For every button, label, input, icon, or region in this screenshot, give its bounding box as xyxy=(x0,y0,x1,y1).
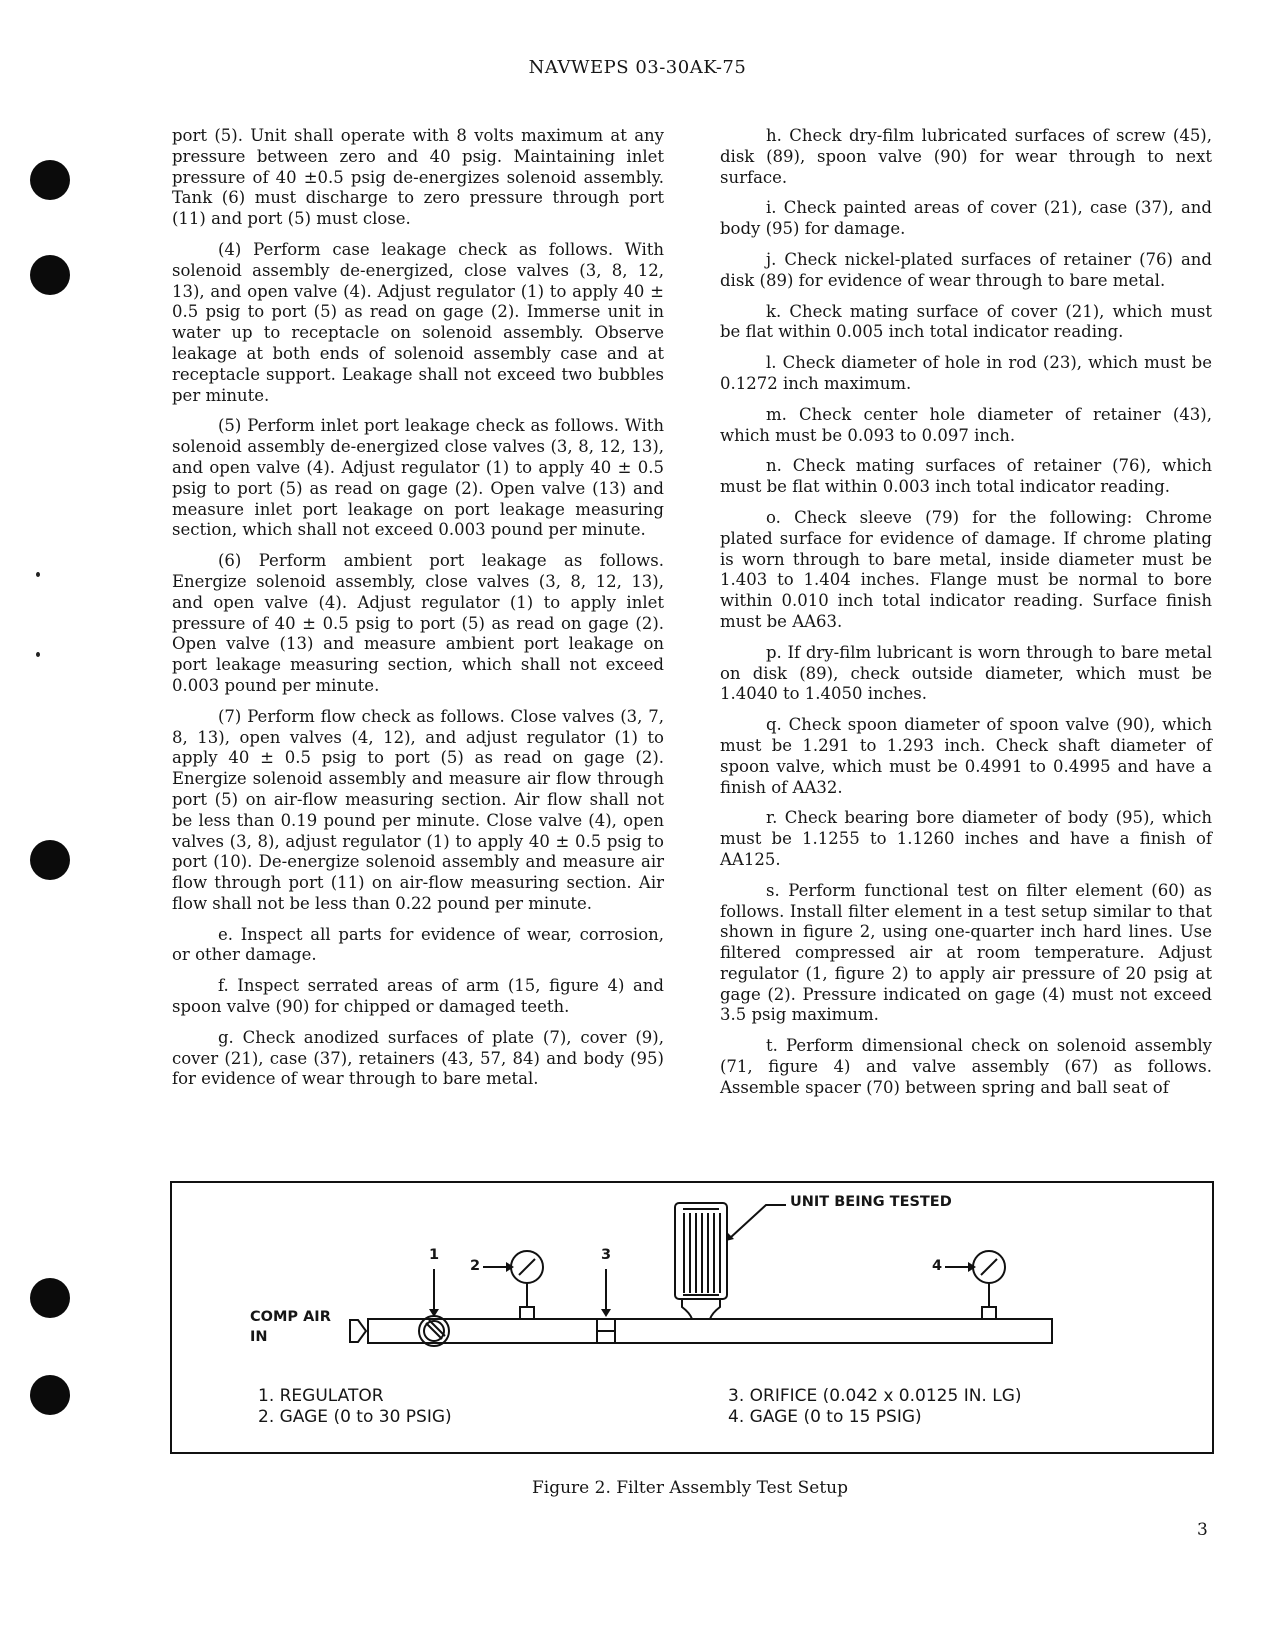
inlet-arrow xyxy=(350,1320,366,1342)
paragraph: t. Perform dimensional check on solenoid assembly (71, figure 4) and valve assembly (67) as follows. Assemble spacer (70) between spring and ball seat of xyxy=(720,1036,1212,1097)
gage-4-icon xyxy=(973,1251,1005,1319)
paragraph: o. Check sleeve (79) for the following: Chrome plated surface for evidence of damage. If chrome plating is worn through to bare metal, inside diameter must be 1.403 to 1.404 inches. Flange must be normal to bore within 0.010 inch total indicator reading. Surface finish must be AA63. xyxy=(720,507,1212,631)
right-text-column xyxy=(720,126,1212,1109)
callout-arrow-4 xyxy=(968,1262,976,1272)
paragraph: r. Check bearing bore diameter of body (95), which must be 1.1255 to 1.1260 inches and have a finish of AA125. xyxy=(720,808,1212,869)
document-number: NAVWEPS 03-30AK-75 xyxy=(528,57,747,78)
paragraph: h. Check dry-film lubricated surfaces of screw (45), disk (89), spoon valve (90) for wear through to next surface. xyxy=(720,126,1212,187)
paragraph: (4) Perform case leakage check as follows. With solenoid assembly de-energized, close valves (3, 8, 12, 13), and open valve (4). Adjust regulator (1) to apply 40 ± 0.5 psig to port (5) as read on gage (2). Immerse unit in water up to receptacle on solenoid assembly. Observe leakage at both ends of solenoid assembly case and at receptacle support. Leakage shall not exceed two bubbles per minute. xyxy=(172,239,664,405)
paragraph: n. Check mating surfaces of retainer (76), which must be flat within 0.003 inch total indicator reading. xyxy=(720,456,1212,497)
legend-item-3: 3. ORIFICE (0.042 x 0.0125 IN. LG) xyxy=(728,1386,1022,1406)
binder-hole-2 xyxy=(30,255,70,295)
paragraph: (5) Perform inlet port leakage check as follows. With solenoid assembly de-energized close valves (3, 8, 12, 13), and open valve (4). Adjust regulator (1) to apply 40 ± 0.5 psig to port (5) as read on gage (2). Open valve (13) and measure inlet port leakage on port leakage measuring section, which shall not exceed 0.003 pound per minute. xyxy=(172,416,664,540)
paragraph: i. Check painted areas of cover (21), case (37), and body (95) for damage. xyxy=(720,198,1212,239)
callout-arrow-2 xyxy=(506,1262,514,1272)
binder-hole-1 xyxy=(30,160,70,200)
paragraph: port (5). Unit shall operate with 8 volts maximum at any pressure between zero and 40 psig. Maintaining inlet pressure of 40 ±0.5 psig de-energizes solenoid assembly. Tank (6) must discharge to zero pressure through port (11) and port (5) must close. xyxy=(172,126,664,229)
label-unit-being-tested: UNIT BEING TESTED xyxy=(790,1194,952,1210)
paragraph: g. Check anodized surfaces of plate (7), cover (9), cover (21), case (37), retainers (43, 57, 84) and body (95) for evidence of wear through to bare metal. xyxy=(172,1027,664,1089)
paragraph: (6) Perform ambient port leakage as follows. Energize solenoid assembly, close valves (3, 8, 12, 13), and open valve (4). Adjust regulator (1) to apply inlet pressure of 40 ± 0.5 psig to port (5) as read on gage (2). Open valve (13) and measure ambient port leakage on port leakage measuring section, which shall not exceed 0.003 pound per minute. xyxy=(172,551,664,695)
label-inlet-in: IN xyxy=(250,1329,268,1345)
callout-number-4: 4 xyxy=(932,1258,943,1274)
legend-item-4: 4. GAGE (0 to 15 PSIG) xyxy=(728,1407,922,1427)
callout-arrow-3 xyxy=(601,1309,611,1317)
paragraph: m. Check center hole diameter of retainer (43), which must be 0.093 to 0.097 inch. xyxy=(720,404,1212,445)
callout-number-3: 3 xyxy=(601,1247,612,1263)
callout-line-unit xyxy=(730,1205,786,1238)
paragraph: j. Check nickel-plated surfaces of retainer (76) and disk (89) for evidence of wear through to bare metal. xyxy=(720,249,1212,290)
main-pipe xyxy=(368,1319,1052,1343)
left-text-column xyxy=(172,126,664,1100)
paragraph: e. Inspect all parts for evidence of wear, corrosion, or other damage. xyxy=(172,924,664,965)
page-number: 3 xyxy=(1197,1520,1208,1540)
scan-speck xyxy=(36,572,40,577)
paragraph: f. Inspect serrated areas of arm (15, figure 4) and spoon valve (90) for chipped or damaged teeth. xyxy=(172,976,664,1017)
callout-number-1: 1 xyxy=(429,1247,440,1263)
test-setup-figure xyxy=(170,1181,1214,1454)
paragraph: l. Check diameter of hole in rod (23), which must be 0.1272 inch maximum. xyxy=(720,353,1212,393)
gage-2-icon xyxy=(511,1251,543,1319)
binder-hole-5 xyxy=(30,1375,70,1415)
scan-speck xyxy=(36,652,40,657)
binder-hole-3 xyxy=(30,840,70,880)
legend-item-1: 1. REGULATOR xyxy=(258,1386,384,1406)
filter-unit-icon xyxy=(675,1203,727,1319)
paragraph: s. Perform functional test on filter element (60) as follows. Install filter element in a test setup similar to that shown in figure 2, using one-quarter inch hard lines. Use filtered compressed air at room temperature. Adjust regulator (1, figure 2) to apply air pressure of 20 psig at gage (2). Pressure indicated on gage (4) must not exceed 3.5 psig maximum. xyxy=(720,880,1212,1025)
regulator-icon xyxy=(419,1316,449,1346)
callout-number-2: 2 xyxy=(470,1258,481,1274)
paragraph: (7) Perform flow check as follows. Close valves (3, 7, 8, 13), open valves (4, 12), and adjust regulator (1) to apply 40 ± 0.5 psig to port (5) as read on gage (2). Energize solenoid assembly and measure air flow through port (5) on air-flow measuring section. Air flow shall not be less than 0.19 pound per minute. Close valve (4), open valves (3, 8), adjust regulator (1) to apply 40 ± 0.5 psig to port (10). De-energize solenoid assembly and measure air flow through port (11) on air-flow measuring section. Air flow shall not be less than 0.22 pound per minute. xyxy=(172,706,664,913)
legend-item-2: 2. GAGE (0 to 30 PSIG) xyxy=(258,1407,452,1427)
binder-hole-4 xyxy=(30,1278,70,1318)
paragraph: p. If dry-film lubricant is worn through to bare metal on disk (89), check outside diameter, which must be 1.4040 to 1.4050 inches. xyxy=(720,642,1212,704)
orifice-icon xyxy=(597,1319,615,1343)
figure-caption: Figure 2. Filter Assembly Test Setup xyxy=(531,1478,848,1498)
label-inlet: COMP AIR xyxy=(250,1309,331,1325)
paragraph: q. Check spoon diameter of spoon valve (90), which must be 1.291 to 1.293 inch. Check shaft diameter of spoon valve, which must be 0.4991 to 0.4995 and have a finish of AA32. xyxy=(720,715,1212,797)
paragraph: k. Check mating surface of cover (21), which must be flat within 0.005 inch total indicator reading. xyxy=(720,301,1212,342)
